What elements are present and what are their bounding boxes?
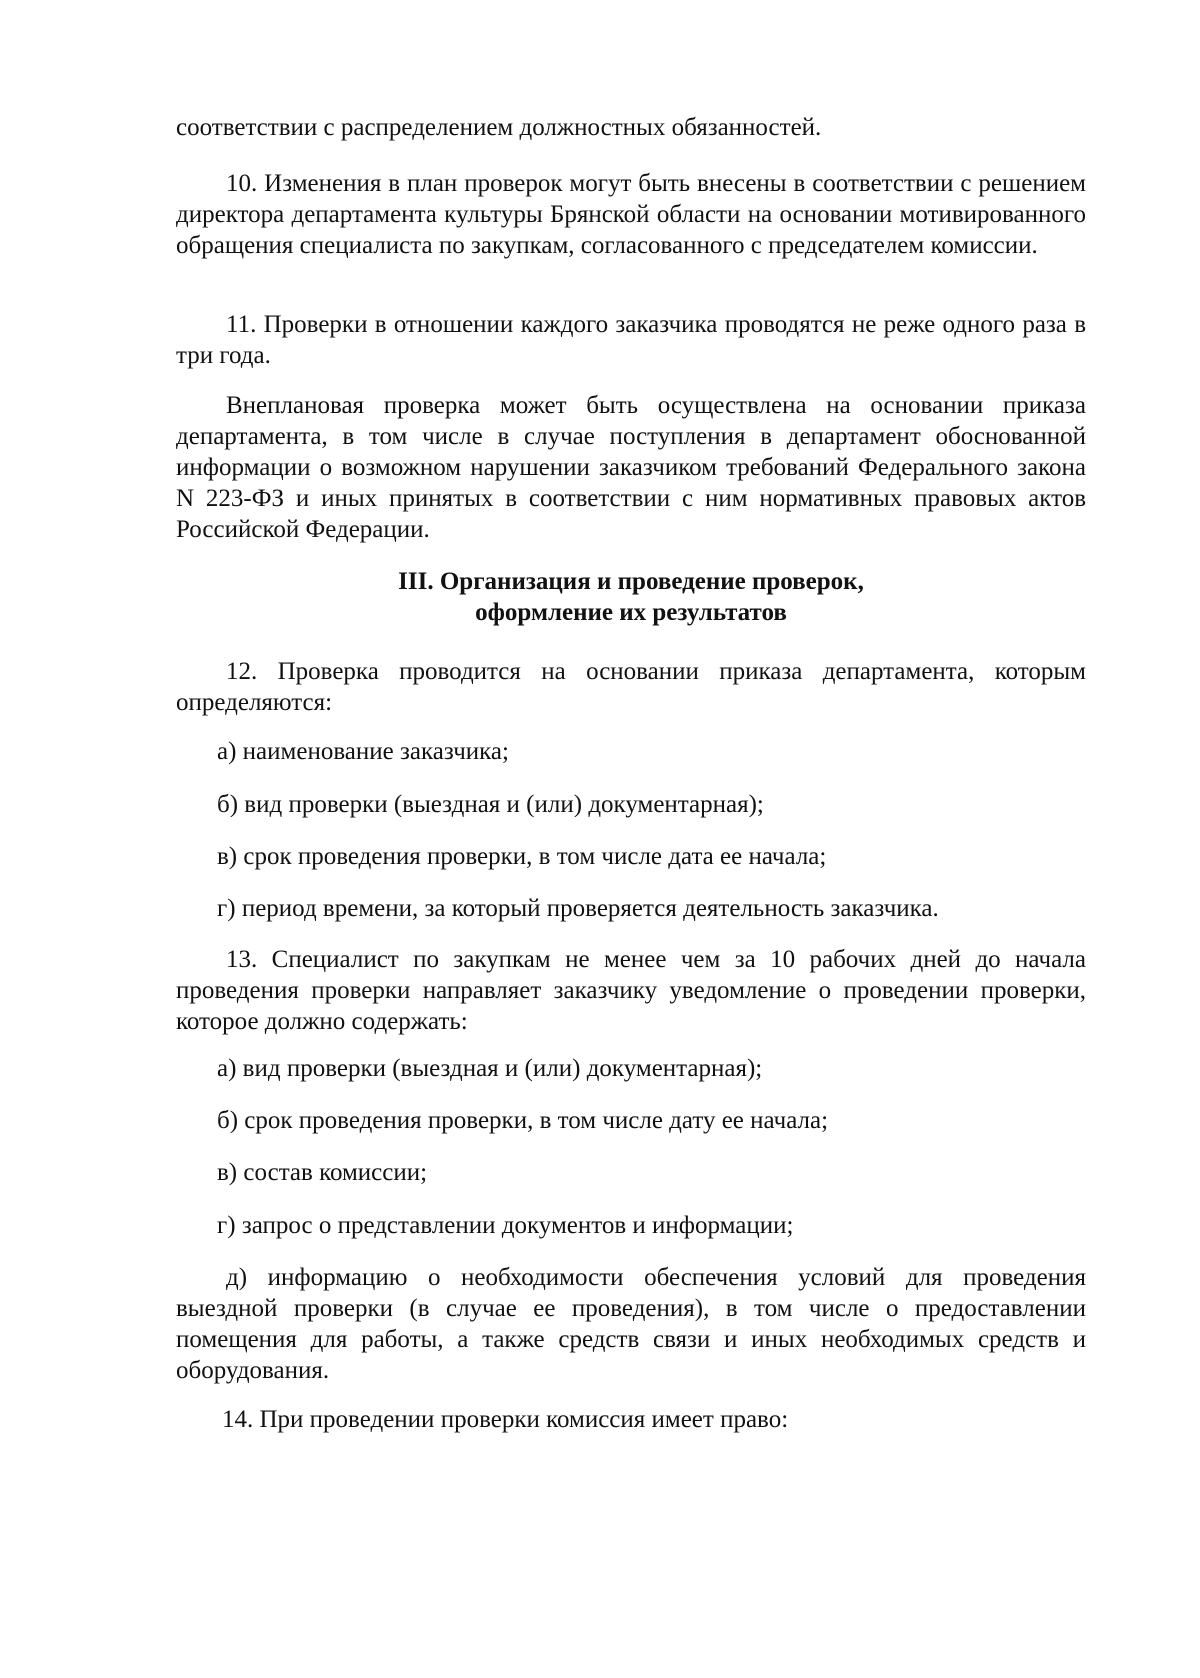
list-item: а) наименование заказчика; <box>217 738 509 765</box>
list-item: в) срок проведения проверки, в том числе дата ее начала; <box>217 843 827 870</box>
paragraph-13: 13. Специалист по закупкам не менее чем за 10 рабочих дней до начала проведения проверки направляет заказчику уведомление о проведении проверки, которое должно содержать: <box>176 946 1086 1035</box>
paragraph-11: 11. Проверки в отношении каждого заказчика проводятся не реже одного раза в три года. <box>176 311 1086 369</box>
paragraph-14: 14. При проведении проверки комиссия имеет право: <box>222 1406 789 1433</box>
paragraph-unplanned-inspection: Внеплановая проверка может быть осуществлена на основании приказа департамента, в том числе в случае поступления в департамент обоснованной информации о возможном нарушении заказчиком требований Федерального закона N 223-ФЗ и иных принятых в соответствии с ним нормативных правовых актов Российской Федерации. <box>176 392 1086 543</box>
list-item: г) период времени, за который проверяется деятельность заказчика. <box>217 895 939 922</box>
section-heading-line-1: III. Организация и проведение проверок, <box>398 568 864 595</box>
list-item: б) срок проведения проверки, в том числе дату ее начала; <box>217 1107 829 1134</box>
section-heading <box>176 566 1086 628</box>
list-item: в) состав комиссии; <box>217 1159 428 1186</box>
list-item: б) вид проверки (выездная и (или) документарная); <box>217 791 764 818</box>
section-heading-line-2: оформление их результатов <box>475 599 787 626</box>
paragraph-12: 12. Проверка проводится на основании приказа департамента, которым определяются: <box>176 658 1086 716</box>
paragraph-continuation: соответствии с распределением должностных обязанностей. <box>176 114 822 141</box>
paragraph-13-item-d: д) информацию о необходимости обеспечения условий для проведения выездной проверки (в случае ее проведения), в том числе о предоставлении помещения для работы, а также средств связи и иных необходимых средств и оборудования. <box>176 1264 1086 1384</box>
list-item: г) запрос о представлении документов и информации; <box>217 1212 794 1239</box>
paragraph-10: 10. Изменения в план проверок могут быть внесены в соответствии с решением директора департамента культуры Брянской области на основании мотивированного обращения специалиста по закупкам, согласованного с председателем комиссии. <box>176 170 1086 259</box>
list-item: а) вид проверки (выездная и (или) документарная); <box>217 1055 763 1082</box>
